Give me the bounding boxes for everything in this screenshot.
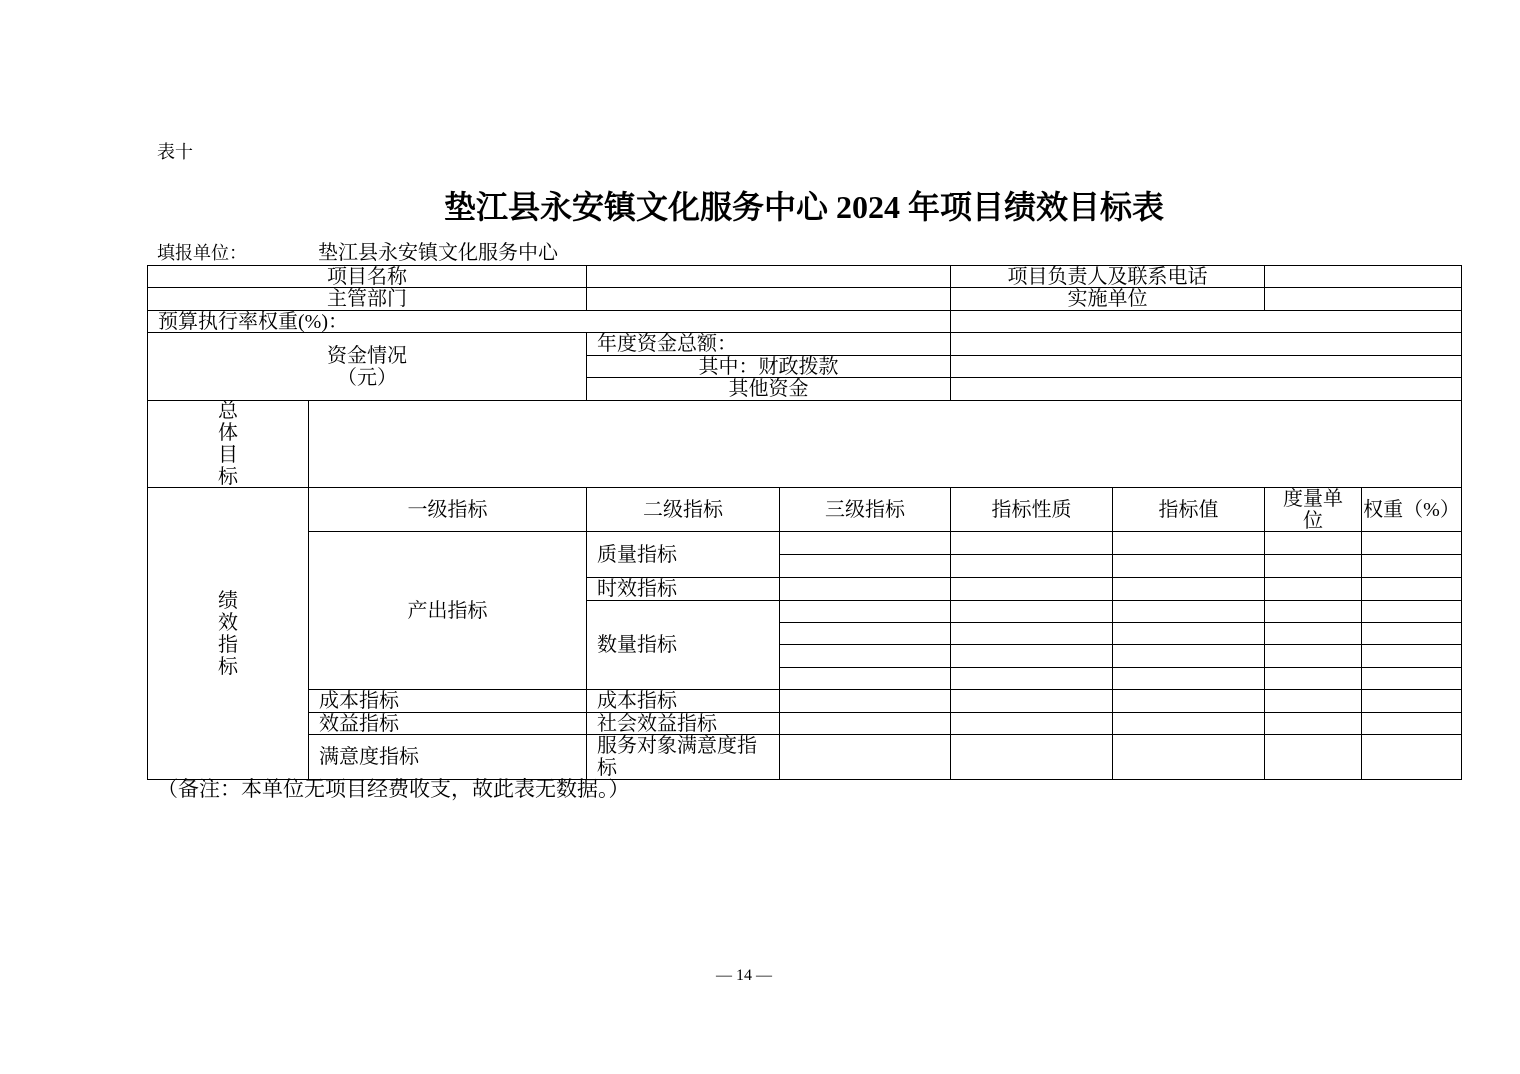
weight-cell [1362,555,1462,578]
header-unit-cell [1265,488,1362,532]
nature-cell [951,713,1113,735]
reporting-unit-value: 垫江县永安镇文化服务中心 [318,242,558,264]
other-funds-value-cell [951,378,1462,401]
table-number: 表十 [157,142,193,162]
funding-label-cell [148,333,587,401]
level3-cell [780,532,951,555]
weight-cell [1362,532,1462,555]
page-title: 垫江县永安镇文化服务中心 2024 年项目绩效目标表 [443,189,1164,225]
funding-label: 资金情况 [327,344,407,367]
funding-unit: （元） [337,366,397,389]
unit-cell [1265,532,1362,555]
nature-cell [951,735,1113,780]
level3-cell [780,645,951,668]
implementing-unit-label: 实施单位 [951,288,1265,311]
weight-cell [1362,668,1462,690]
implementing-unit-value-cell [1265,288,1462,311]
annual-total-value-cell [951,333,1462,356]
unit-cell [1265,645,1362,668]
header-level2: 二级指标 [587,488,780,532]
department-value-cell [587,288,951,311]
header-level3: 三级指标 [780,488,951,532]
target-value-cell [1113,555,1265,578]
level3-cell [780,578,951,601]
level3-cell [780,713,951,735]
unit-cell [1265,578,1362,601]
level3-cell [780,735,951,780]
output-indicator-label: 产出指标 [309,532,587,690]
nature-cell [951,623,1113,645]
weight-cell [1362,623,1462,645]
target-value-cell [1113,601,1265,623]
target-value-cell [1113,645,1265,668]
performance-target-table [147,265,1462,780]
target-value-cell [1113,735,1265,780]
target-value-cell [1113,623,1265,645]
nature-cell [951,645,1113,668]
satisfaction-indicator-level2-cell [587,735,780,780]
target-value-cell [1113,713,1265,735]
unit-cell [1265,735,1362,780]
fiscal-appropriation-value-cell [951,356,1462,378]
header-level1: 一级指标 [309,488,587,532]
unit-cell [1265,555,1362,578]
unit-cell [1265,668,1362,690]
quality-indicator-label: 质量指标 [587,532,780,578]
nature-cell [951,578,1113,601]
project-leader-value-cell [1265,266,1462,288]
annual-total-label: 年度资金总额： [587,333,951,356]
page-number: — 14 — [716,967,772,984]
fiscal-appropriation-label: 其中：财政拨款 [587,356,951,378]
performance-indicators-label: 绩效指标 [218,589,238,678]
remark-note: （备注：本单位无项目经费收支，故此表无数据。） [157,777,630,801]
weight-cell [1362,645,1462,668]
level3-cell [780,690,951,713]
funding-label-stack [327,345,407,389]
nature-cell [951,532,1113,555]
satisfaction-indicator-level1: 满意度指标 [309,735,587,780]
reporting-unit-label: 填报单位： [157,243,247,263]
unit-cell [1265,713,1362,735]
unit-cell [1265,601,1362,623]
level3-cell [780,668,951,690]
benefit-indicator-level1: 效益指标 [309,713,587,735]
other-funds-label: 其他资金 [587,378,951,401]
level3-cell [780,601,951,623]
project-leader-label: 项目负责人及联系电话 [951,266,1265,288]
project-name-label: 项目名称 [148,266,587,288]
nature-cell [951,690,1113,713]
department-label: 主管部门 [148,288,587,311]
target-value-cell [1113,578,1265,601]
header-nature: 指标性质 [951,488,1113,532]
weight-cell [1362,713,1462,735]
weight-cell [1362,735,1462,780]
weight-cell [1362,601,1462,623]
target-value-cell [1113,690,1265,713]
budget-execution-weight-value-cell [951,311,1462,333]
benefit-indicator-level2: 社会效益指标 [587,713,780,735]
nature-cell [951,668,1113,690]
cost-indicator-level1: 成本指标 [309,690,587,713]
weight-cell [1362,578,1462,601]
unit-cell [1265,690,1362,713]
timeliness-indicator-label: 时效指标 [587,578,780,601]
overall-goal-label: 总体目标 [218,400,238,488]
header-target-value: 指标值 [1113,488,1265,532]
nature-cell [951,555,1113,578]
unit-cell [1265,623,1362,645]
header-weight: 权重（%） [1362,488,1462,532]
cost-indicator-level2: 成本指标 [587,690,780,713]
budget-execution-weight-label: 预算执行率权重(%)： [148,311,951,333]
project-name-value-cell [587,266,951,288]
performance-indicators-label-cell [148,488,309,780]
overall-goal-label-cell [148,401,309,488]
level3-cell [780,623,951,645]
weight-cell [1362,690,1462,713]
nature-cell [951,601,1113,623]
quantity-indicator-label: 数量指标 [587,601,780,690]
target-value-cell [1113,668,1265,690]
overall-goal-content-cell [309,401,1462,488]
satisfaction-indicator-level2: 服务对象满意度指标 [597,735,757,779]
level3-cell [780,555,951,578]
target-value-cell [1113,532,1265,555]
header-unit: 度量单位 [1283,487,1343,532]
